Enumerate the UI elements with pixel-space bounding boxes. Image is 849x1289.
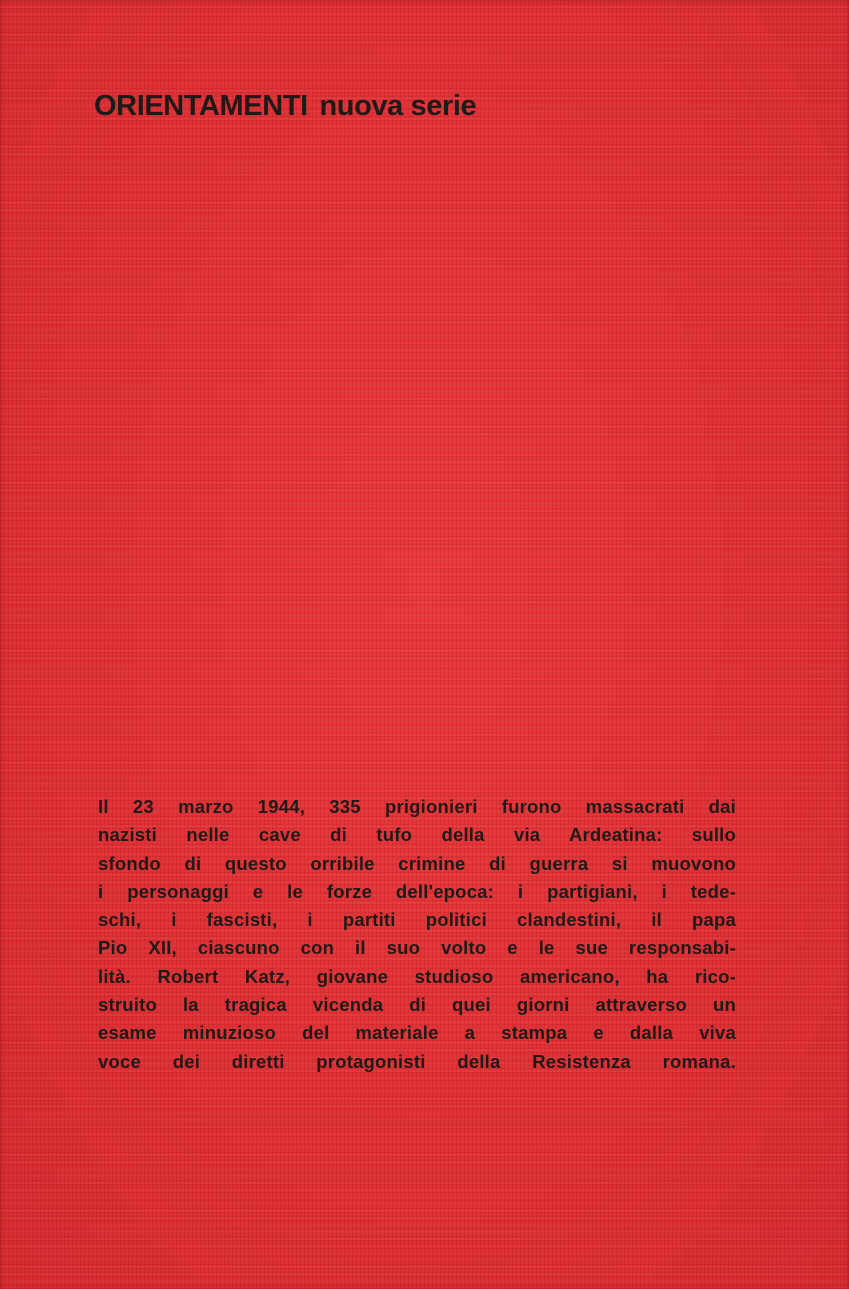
blurb-line: schi, i fascisti, i partiti politici clandestini, il papa bbox=[98, 909, 736, 931]
series-brand: ORIENTAMENTI bbox=[94, 90, 308, 122]
blurb-line: sfondo di questo orribile crimine di guerra si muovono bbox=[98, 852, 736, 874]
blurb-line: Pio XII, ciascuno con il suo volto e le sue responsabi- bbox=[98, 937, 736, 959]
blurb-line: esame minuzioso del materiale a stampa e dalla viva bbox=[98, 1022, 736, 1044]
blurb-line: nazisti nelle cave di tufo della via Ardeatina: sullo bbox=[98, 824, 736, 846]
blurb-line: struito la tragica vicenda di quei giorni attraverso un bbox=[98, 994, 736, 1016]
blurb-line: lità. Robert Katz, giovane studioso americano, ha rico- bbox=[98, 965, 736, 987]
series-title bbox=[94, 90, 476, 123]
blurb-line: voce dei diretti protagonisti della Resistenza romana. bbox=[98, 1050, 736, 1072]
blurb-text bbox=[98, 793, 736, 1076]
series-subtitle: nuova serie bbox=[319, 90, 477, 122]
blurb-line: Il 23 marzo 1944, 335 prigionieri furono massacrati dai bbox=[98, 796, 736, 817]
blurb-line: i personaggi e le forze dell'epoca: i partigiani, i tede- bbox=[98, 880, 736, 902]
